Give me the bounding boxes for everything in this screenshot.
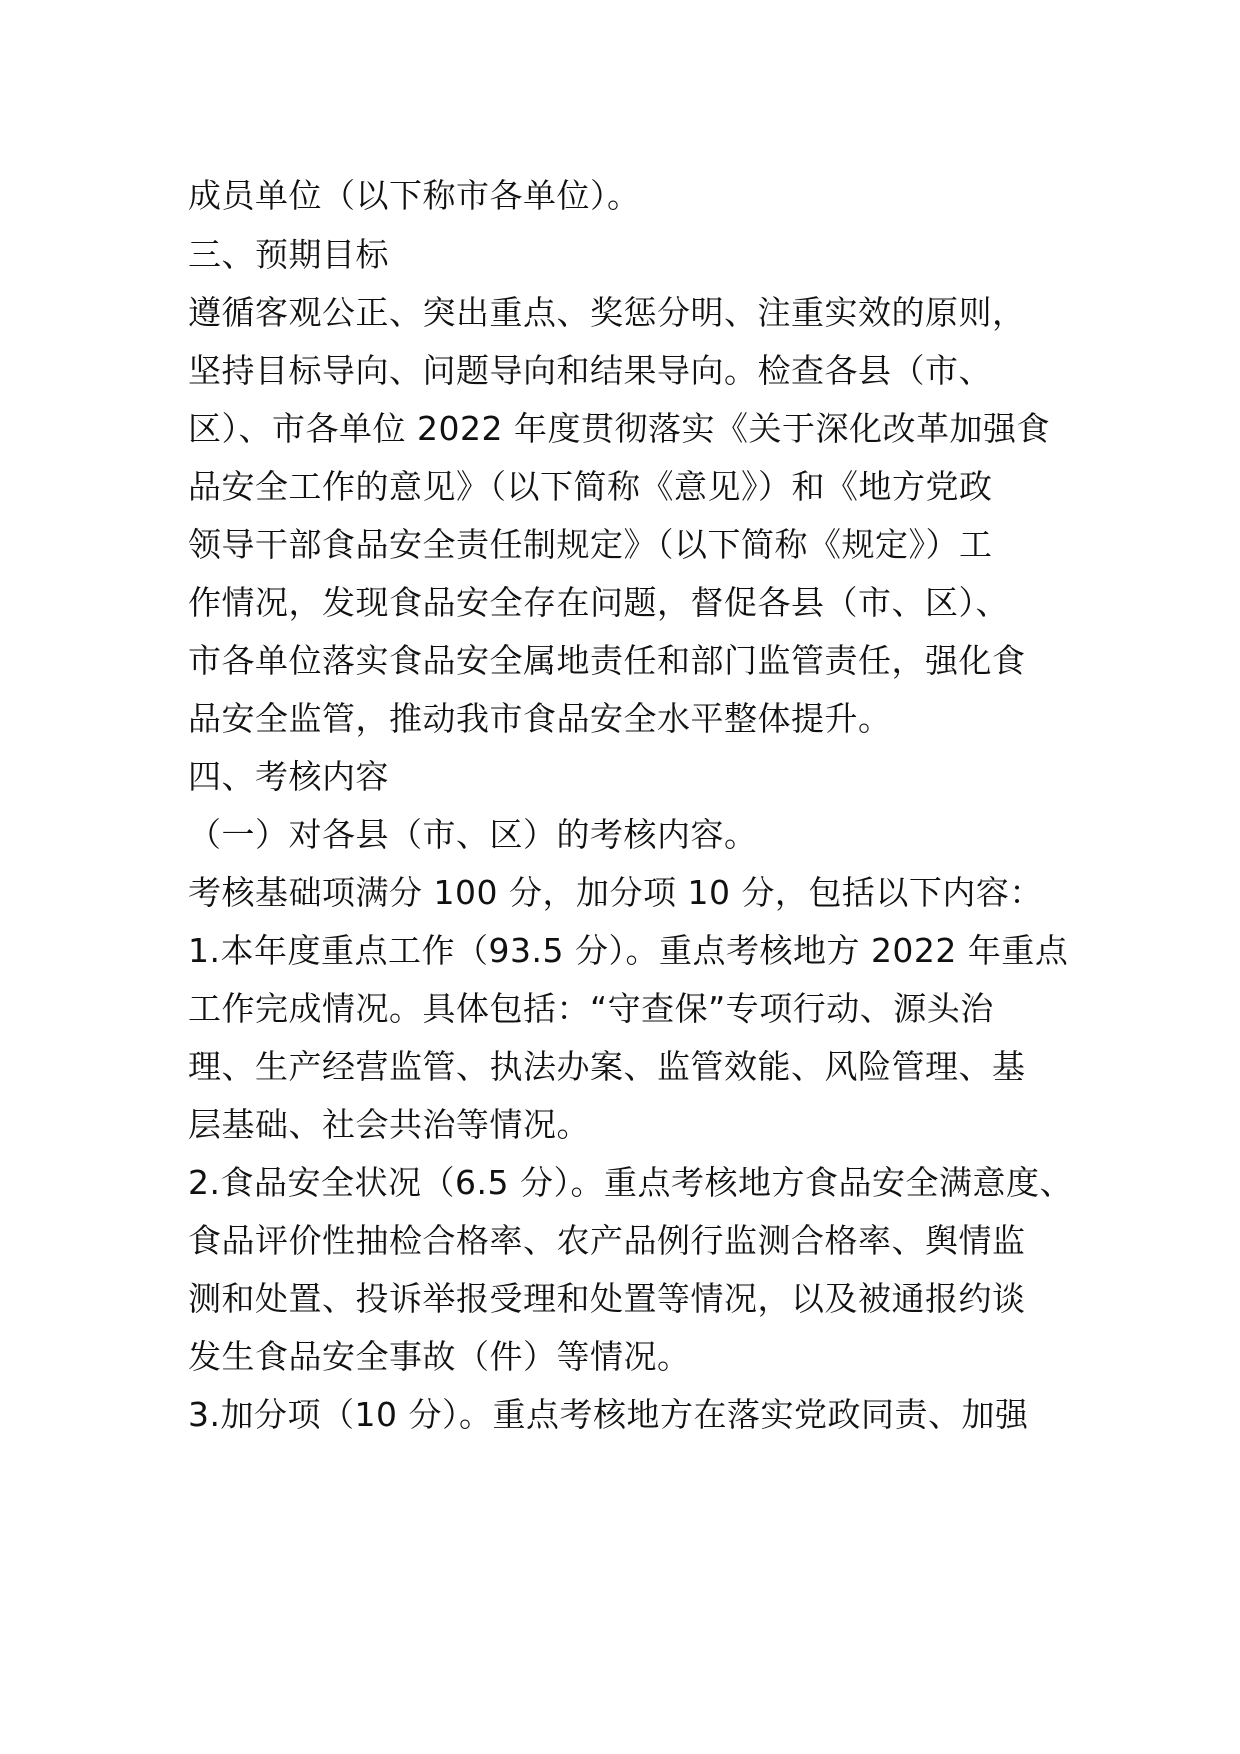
paragraph-line: 坚持目标导向、问题导向和结果导向。检查各县（市、 bbox=[188, 351, 992, 390]
paragraph-line: 2.食品安全状况（6.5 分）。重点考核地方食品安全满意度、 bbox=[188, 1163, 1073, 1202]
paragraph-line: 层基础、社会共治等情况。 bbox=[188, 1105, 590, 1144]
paragraph-line: 领导干部食品安全责任制规定》（以下简称《规定》）工 bbox=[188, 525, 993, 564]
paragraph-line: 食品评价性抽检合格率、农产品例行监测合格率、舆情监 bbox=[188, 1221, 1026, 1260]
section-heading: 四、考核内容 bbox=[188, 757, 389, 796]
paragraph-line: 1.本年度重点工作（93.5 分）。重点考核地方 2022 年重点 bbox=[188, 931, 1069, 970]
paragraph-line: 成员单位（以下称市各单位）。 bbox=[188, 176, 641, 215]
paragraph-line: 区）、市各单位 2022 年度贯彻落实《关于深化改革加强食 bbox=[188, 409, 1050, 448]
paragraph-line: 理、生产经营监管、执法办案、监管效能、风险管理、基 bbox=[188, 1047, 1026, 1086]
paragraph-line: 发生食品安全事故（件）等情况。 bbox=[188, 1337, 691, 1376]
paragraph-line: 作情况，发现食品安全存在问题，督促各县（市、区）、 bbox=[188, 583, 1009, 622]
subsection-heading: （一）对各县（市、区）的考核内容。 bbox=[188, 815, 758, 854]
paragraph-line: 市各单位落实食品安全属地责任和部门监管责任，强化食 bbox=[188, 641, 1026, 680]
paragraph-line: 品安全监管，推动我市食品安全水平整体提升。 bbox=[188, 699, 892, 738]
paragraph-line: 3.加分项（10 分）。重点考核地方在落实党政同责、加强 bbox=[188, 1395, 1029, 1434]
paragraph-line: 品安全工作的意见》（以下简称《意见》）和《地方党政 bbox=[188, 467, 993, 506]
paragraph-line: 考核基础项满分 100 分，加分项 10 分，包括以下内容： bbox=[188, 873, 1043, 912]
paragraph-line: 测和处置、投诉举报受理和处置等情况，以及被通报约谈 bbox=[188, 1279, 1026, 1318]
section-heading: 三、预期目标 bbox=[188, 235, 389, 274]
paragraph-line: 遵循客观公正、突出重点、奖惩分明、注重实效的原则， bbox=[188, 293, 1026, 332]
paragraph-line: 工作完成情况。具体包括：“守查保”专项行动、源头治 bbox=[188, 989, 994, 1028]
